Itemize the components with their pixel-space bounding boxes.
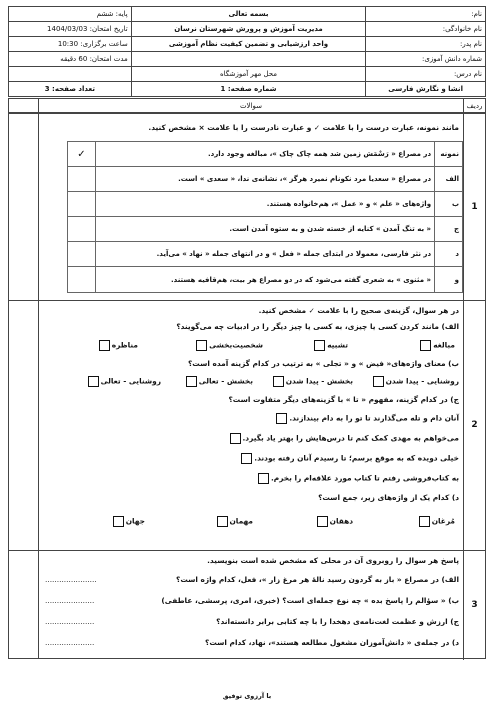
hdr-directorate: مدیریت آموزش و پرورش شهرستان نرسان	[131, 22, 366, 37]
answer-blank[interactable]: .....................	[45, 638, 95, 647]
q1-text: در نثر فارسی، معمولا در ابتدای جمله « فعل » و در انتهای جمله « نهاد » می‌آید.	[95, 242, 434, 267]
q2c-option: آنان دام و تله می‌گذارند تا تو را به دام بیندازند.	[274, 413, 459, 424]
q2d-option: جهان	[111, 516, 145, 527]
q3-number: 3	[463, 550, 485, 660]
column-titles	[8, 98, 486, 113]
q2b-option: روشنایی - تعالی	[86, 376, 161, 387]
checkbox[interactable]	[373, 376, 384, 387]
footer-wish: با آرزوی توفیق	[222, 692, 272, 700]
q2d-question: د) کدام یک از واژه‌های زیر، جمع است؟	[318, 493, 459, 502]
q2a-option: مبالغه	[418, 340, 455, 351]
q2a-question: الف) مانند کردن کسی یا چیزی، به کسی یا چیز دیگر را در ادبیات چه می‌گویند؟	[176, 322, 459, 331]
checkbox[interactable]	[258, 473, 269, 484]
hdr-exam-time: ساعت برگزاری: 10:30	[9, 37, 132, 52]
checkbox[interactable]	[420, 340, 431, 351]
q2-instruction: در هر سوال، گزینه‌ی صحیح را با علامت ✓ مشخص کنید.	[258, 306, 459, 315]
hdr-blank	[131, 52, 366, 67]
q1-table	[67, 141, 463, 293]
q3-item-question: الف) در مصراع « باز به گردون رسید نالهٔ هر مرغ زار »، فعل، کدام واژه است؟	[176, 575, 459, 584]
checkbox[interactable]	[186, 376, 197, 387]
q1-answer-cell[interactable]	[68, 167, 96, 192]
col-row: ردیف	[464, 99, 486, 113]
answer-blank[interactable]: .....................	[45, 596, 95, 605]
hdr-page-count: تعداد صفحه: 3	[9, 82, 132, 97]
q1-label: الف	[435, 167, 463, 192]
hdr-name: نام:	[366, 7, 486, 22]
hdr-family: نام خانوادگی:	[366, 22, 486, 37]
q1-answer-cell[interactable]	[68, 267, 96, 293]
q1-label: د	[435, 242, 463, 267]
q1-text: در مصراع « سعدیا مرد نکونام نمیرد هرگز »، نشانه‌ی ندا، « سعدی » است.	[95, 167, 434, 192]
hdr-grade: پایه: ششم	[9, 7, 132, 22]
q2a-option: شخصیت‌بخشی	[194, 340, 263, 351]
q1-label: ج	[435, 217, 463, 242]
q2c-question: ج) در کدام گزینه، مفهوم « تا » با گزینه‌های دیگر متفاوت است؟	[228, 395, 459, 404]
q2d-option: دهقان	[315, 516, 353, 527]
q1-answer-cell[interactable]	[68, 242, 96, 267]
q2a-option: مناظره	[97, 340, 138, 351]
q1-answer-cell[interactable]: ✓	[68, 142, 96, 167]
q3-instruction: پاسخ هر سوال را روبروی آن در محلی که مشخص شده است بنویسید.	[207, 556, 459, 565]
checkbox[interactable]	[317, 516, 328, 527]
q2d-option: مُرغان	[417, 516, 455, 527]
checkbox[interactable]	[273, 376, 284, 387]
hdr-subject-label: نام درس:	[366, 67, 486, 82]
q2b-question: ب) معنای واژه‌های« فیض » و « تجلی » به ترتیب در کدام گزینه آمده است؟	[188, 359, 459, 368]
q1-text: « به تنگ آمدن » کنایه از خسته شدن و به ستوه آمدن است.	[95, 217, 434, 242]
hdr-empty	[9, 67, 132, 82]
checkbox[interactable]	[217, 516, 228, 527]
hdr-subject: انشا و نگارش فارسی	[366, 82, 486, 97]
q1-text: « مثنوی » به شعری گفته می‌شود که در دو مصراع هر بیت، هم‌قافیه هستند.	[95, 267, 434, 293]
q2-number: 2	[463, 300, 485, 550]
hdr-exam-date: تاریخ امتحان: 1404/03/03	[9, 22, 132, 37]
q1-answer-cell[interactable]	[68, 192, 96, 217]
col-questions: سوالات	[38, 99, 463, 113]
answer-blank[interactable]: .....................	[45, 617, 95, 626]
hdr-student-no: شماره دانش آموزی:	[366, 52, 486, 67]
q1-answer-cell[interactable]	[68, 217, 96, 242]
q2d-option: مهمان	[215, 516, 254, 527]
q2b-option: روشنایی - پیدا شدن	[371, 376, 459, 387]
q1-section	[39, 114, 463, 300]
q1-number: 1	[463, 114, 485, 300]
hdr-unit: واحد ارزشیابی و تضمین کیفیت نظام آموزشی	[131, 37, 366, 52]
answer-blank[interactable]: ......................	[45, 575, 97, 584]
checkbox[interactable]	[113, 516, 124, 527]
hdr-basmala: بسمه تعالی	[131, 7, 366, 22]
hdr-page-no: شماره صفحه: 1	[131, 82, 366, 97]
q1-label: ب	[435, 192, 463, 217]
checkbox[interactable]	[88, 376, 99, 387]
checkbox[interactable]	[196, 340, 207, 351]
q3-section	[39, 550, 463, 660]
exam-page	[8, 6, 486, 700]
checkbox[interactable]	[99, 340, 110, 351]
checkbox[interactable]	[314, 340, 325, 351]
checkbox[interactable]	[276, 413, 287, 424]
q1-text: در مصراع « رَسْمَش زمین شد همه چاک چاک »، مبالغه وجود دارد.	[95, 142, 434, 167]
q1-text: واژه‌های « علم » و « عمل »، هم‌خانواده هستند.	[95, 192, 434, 217]
hdr-school-stamp: محل مهر آموزشگاه	[131, 67, 366, 82]
hdr-duration: مدت امتحان: 60 دقیقه	[9, 52, 132, 67]
q2c-option: خیلی دویده که به موقع برسم؛ تا رسیدم آنان رفته بودند.	[239, 453, 459, 464]
q2a-option: تشبیه	[312, 340, 348, 351]
q2-section	[39, 300, 463, 550]
hdr-father: نام پدر:	[366, 37, 486, 52]
checkbox[interactable]	[241, 453, 252, 464]
col-score	[9, 99, 39, 113]
q1-label: نمونه	[435, 142, 463, 167]
questions-area	[8, 113, 486, 659]
exam-header	[8, 6, 486, 97]
q2c-option: می‌خواهم به مهدی کمک کنم تا درس‌هایش را بهتر یاد بگیرد.	[228, 433, 460, 444]
q2c-option: به کتاب‌فروشی رفتم تا کتاب مورد علاقه‌ام را بخرم.	[256, 473, 459, 484]
q3-item-question: ب) « سؤالم را پاسخ بده » چه نوع جمله‌ای است؟ (خبری، امری، پرسشی، عاطفی)	[161, 596, 459, 605]
q3-item-question: د) در جمله‌ی « دانش‌آموزان مشغول مطالعه هستند»، نهاد، کدام است؟	[205, 638, 459, 647]
score-column	[9, 114, 39, 658]
checkbox[interactable]	[230, 433, 241, 444]
q1-label: و	[435, 267, 463, 293]
q2b-option: بخشش - پیدا شدن	[271, 376, 353, 387]
q3-item-question: ج) ارزش و عظمت لغت‌نامه‌ی دهخدا را با چه کتابی برابر دانسته‌اند؟	[216, 617, 459, 626]
q1-instruction: مانند نمونه، عبارت درست را با علامت ✓ و عبارت نادرست را با علامت × مشخص کنید.	[148, 123, 459, 132]
q2b-option: بخشش - تعالی	[184, 376, 253, 387]
checkbox[interactable]	[419, 516, 430, 527]
